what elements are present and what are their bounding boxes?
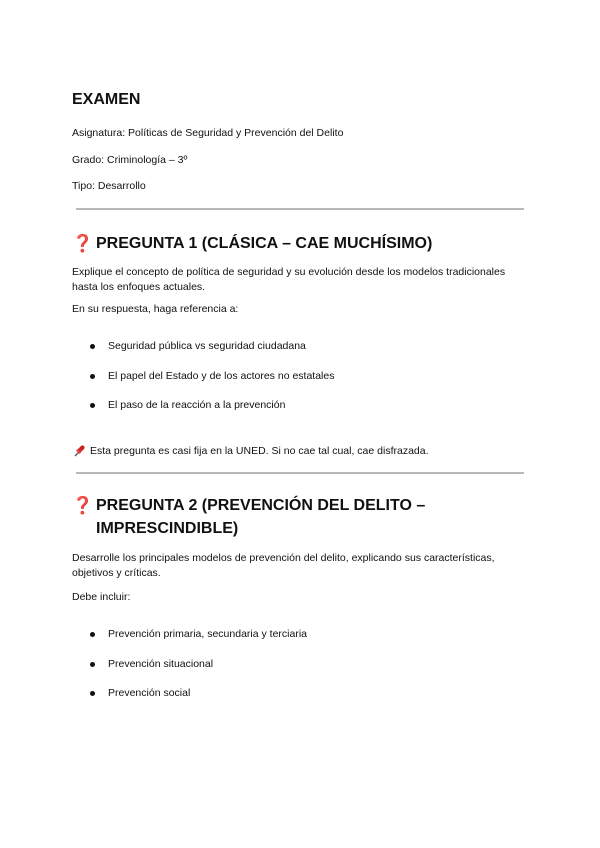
- pushpin-icon: [72, 444, 86, 458]
- list-item: Seguridad pública vs seguridad ciudadana: [72, 339, 530, 353]
- bullet-icon: [90, 374, 95, 379]
- bullet-icon: [90, 662, 95, 667]
- question-1-bullet-list: [72, 339, 530, 412]
- list-item: El papel del Estado y de los actores no estatales: [72, 369, 530, 383]
- subject-line: Asignatura: Políticas de Seguridad y Prevención del Delito: [72, 127, 344, 139]
- type-line: Tipo: Desarrollo: [72, 180, 146, 192]
- question-mark-icon: ❓: [72, 496, 94, 515]
- question-1-heading: [72, 232, 530, 255]
- question-mark-icon: ❓: [72, 234, 94, 253]
- question-2-heading: [72, 494, 530, 540]
- section-divider: [76, 472, 524, 474]
- question-1-lead: En su respuesta, haga referencia a:: [72, 303, 239, 315]
- exam-title: EXAMEN: [72, 91, 141, 108]
- question-2-statement: Desarrolle los principales modelos de prevención del delito, explicando sus características, objetivos y críticas.: [72, 552, 495, 579]
- bullet-icon: [90, 403, 95, 408]
- list-item: Prevención primaria, secundaria y terciaria: [72, 627, 530, 641]
- bullet-icon: [90, 632, 95, 637]
- bullet-icon: [90, 691, 95, 696]
- question-1-statement: Explique el concepto de política de seguridad y su evolución desde los modelos tradicionales hasta los enfoques actuales.: [72, 266, 506, 293]
- question-1-note-text: Esta pregunta es casi fija en la UNED. Si no cae tal cual, cae disfrazada.: [90, 445, 429, 457]
- question-1-heading-text: PREGUNTA 1 (CLÁSICA – CAE MUCHÍSIMO): [96, 235, 433, 252]
- question-2-heading-text: PREGUNTA 2 (PREVENCIÓN DEL DELITO – IMPRESCINDIBLE): [96, 497, 426, 537]
- question-2-lead: Debe incluir:: [72, 591, 131, 603]
- list-item: Prevención social: [72, 686, 530, 700]
- list-item: El paso de la reacción a la prevención: [72, 398, 530, 412]
- bullet-icon: [90, 344, 95, 349]
- question-1-note: [72, 444, 530, 458]
- question-2-bullet-list: [72, 627, 530, 700]
- section-divider: [76, 208, 524, 210]
- grade-line: Grado: Criminología – 3º: [72, 153, 188, 166]
- document-page: [72, 90, 530, 700]
- list-item: Prevención situacional: [72, 657, 530, 671]
